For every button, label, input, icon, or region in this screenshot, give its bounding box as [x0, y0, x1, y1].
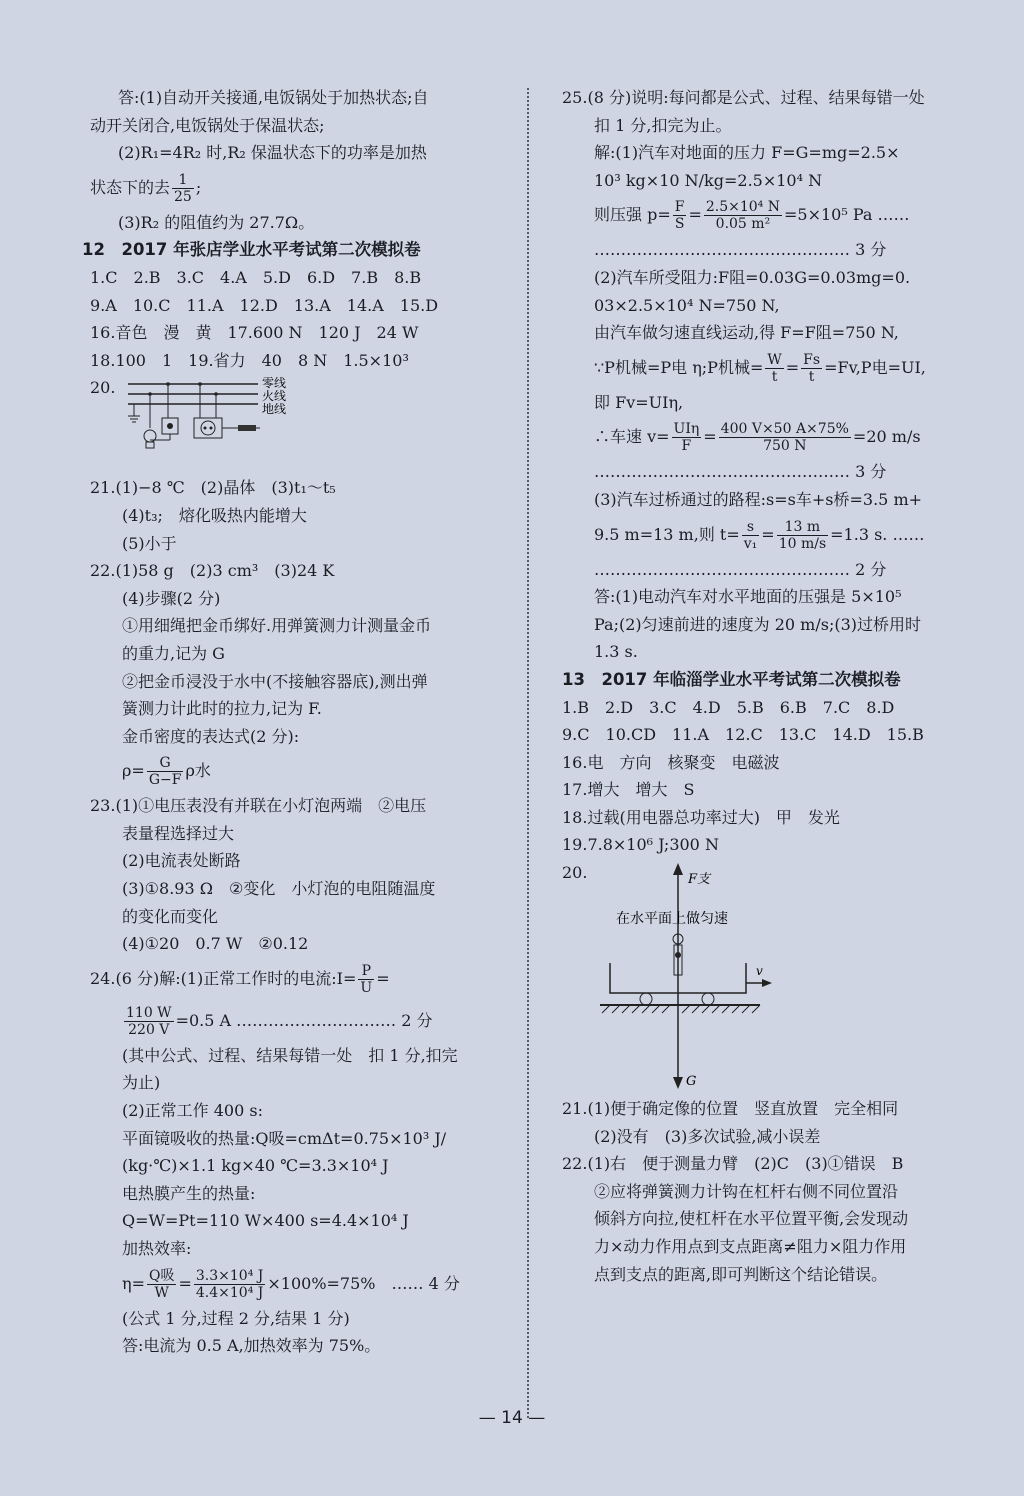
circuit-diagram [120, 376, 300, 468]
denominator: t [808, 368, 815, 385]
figure-caption: 在水平面上做匀速 [616, 911, 728, 928]
fraction [358, 963, 374, 996]
text-line: (kg·℃)×1.1 kg×40 ℃=3.3×10⁴ J [122, 1156, 389, 1176]
question-number: 20. [90, 378, 116, 398]
text-span: ∴车速 v= [594, 427, 670, 447]
fraction [742, 519, 760, 552]
denominator: S [674, 216, 685, 233]
text-line: 金币密度的表达式(2 分): [122, 726, 300, 746]
score-line: ………………………………………… 3 分 [594, 240, 887, 260]
numerator: G [147, 755, 184, 772]
text-line: 答:(1)电动汽车对水平地面的压强是 5×10⁵ [594, 587, 902, 607]
fraction [777, 519, 828, 552]
text-line: (2)正常工作 400 s: [122, 1101, 263, 1121]
text-line: ②把金币浸没于水中(不接触容器底),测出弹 [122, 671, 428, 691]
text-span: = [178, 1273, 192, 1293]
answer-row: 17.增大 增大 S [562, 780, 695, 800]
text-line: (2)没有 (3)多次试验,减小误差 [594, 1126, 821, 1146]
text-line: (3)R₂ 的阻值约为 27.7Ω。 [118, 212, 315, 232]
text-span: = [688, 205, 702, 225]
answer-row: 19.7.8×10⁶ J;300 N [562, 835, 719, 855]
text-span: ; [195, 177, 202, 197]
text-line: 表量程选择过大 [122, 823, 235, 843]
text-span: = [376, 968, 390, 988]
text-line: 扣 1 分,扣完为止。 [594, 115, 732, 135]
support-force-arrow [673, 863, 683, 875]
velocity-label: v [756, 964, 763, 979]
score-line: ………………………………………… 3 分 [594, 462, 887, 482]
force-diagram [596, 859, 816, 1089]
score-line: ………………………………………… 2 分 [594, 559, 887, 579]
section-heading-13: 13 2017 年临淄学业水平考试第二次模拟卷 [562, 669, 901, 689]
fraction [672, 421, 702, 454]
numerator: 13 m [777, 519, 828, 536]
text-line: 平面镜吸收的热量:Q吸=cmΔt=0.75×10³ J/ [122, 1128, 447, 1148]
text-line: 倾斜方向拉,使杠杆在水平位置平衡,会发现动 [594, 1209, 909, 1229]
answer-row: 1.B 2.D 3.C 4.D 5.B 6.B 7.C 8.D [562, 697, 895, 717]
answer-row: 18.100 1 19.省力 40 8 N 1.5×10³ [90, 350, 409, 370]
text-line: 解:(1)汽车对地面的压力 F=G=mg=2.5× [594, 143, 900, 163]
text-span: =5×10⁵ Pa …… [784, 205, 910, 225]
fraction [194, 1268, 265, 1301]
text-span: 状态下的去 [90, 177, 171, 197]
text-line: 的重力,记为 G [122, 643, 225, 663]
force-diagram-block [562, 859, 982, 1095]
junction-dot [148, 393, 152, 397]
text-line: 点到支点的距离,即可判断这个结论错误。 [594, 1264, 888, 1284]
answer-row: 22.(1)58 g (2)3 cm³ (3)24 K [90, 561, 335, 581]
formula-line [90, 750, 502, 792]
velocity-arrow [762, 979, 772, 987]
answer-row: 22.(1)右 便于测量力臂 (2)C (3)①错误 B [562, 1154, 904, 1174]
text-line: 为止) [122, 1073, 161, 1093]
denominator: 750 N [763, 438, 807, 455]
text-line: (4)步骤(2 分) [122, 588, 221, 608]
text-line: 答:(1)自动开关接通,电饭锅处于加热状态;自 [118, 88, 429, 107]
denominator: t [771, 368, 778, 385]
text-line: Q=W=Pt=110 W×400 s=4.4×10⁴ J [122, 1211, 409, 1231]
text-line: 答:电流为 0.5 A,加热效率为 75%。 [122, 1336, 381, 1356]
lamp-base [146, 442, 154, 448]
formula-line [562, 416, 982, 458]
right-column [562, 84, 982, 1288]
denominator: 10 m/s [778, 535, 827, 552]
text-line: (其中公式、过程、结果每错一处 扣 1 分,扣完 [122, 1045, 458, 1065]
support-force-label: F支 [688, 872, 711, 888]
text-line: (4)①20 0.7 W ②0.12 [122, 934, 309, 954]
text-line: 10³ kg×10 N/kg=2.5×10⁴ N [594, 170, 823, 190]
answer-row: 9.C 10.CD 11.A 12.C 13.C 14.D 15.B [562, 725, 924, 745]
text-span: = [785, 357, 800, 377]
text-line: ①用细绳把金币绑好.用弹簧测力计测量金币 [122, 616, 432, 636]
denominator: 4.4×10⁴ J [195, 1284, 264, 1301]
gravity-arrow [673, 1077, 683, 1089]
answer-row: 18.过载(用电器总功率过大) 甲 发光 [562, 807, 840, 827]
text-span: =0.5 A ………………………… 2 分 [175, 1010, 433, 1030]
text-line: 加热效率: [122, 1239, 192, 1258]
answer-row: 1.C 2.B 3.C 4.A 5.D 6.D 7.B 8.B [90, 267, 422, 287]
text-line: (3)①8.93 Ω ②变化 小灯泡的电阻随温度 [122, 879, 436, 899]
socket-face [201, 421, 215, 435]
numerator: Q吸 [149, 1267, 175, 1284]
center-of-gravity [675, 952, 681, 958]
text-line: 的变化而变化 [122, 906, 219, 926]
ground-hatching [602, 1005, 760, 1013]
ground-label: 地线 [262, 402, 287, 417]
formula-line [90, 167, 502, 209]
junction-dot [166, 383, 170, 387]
fraction [719, 421, 851, 454]
formula-line [90, 1000, 502, 1042]
fraction [172, 172, 194, 205]
denominator: U [360, 979, 373, 996]
text-span: = [703, 427, 717, 447]
column-divider [527, 88, 529, 1418]
text-line: Pa;(2)匀速前进的速度为 20 m/s;(3)过桥用时 [594, 614, 922, 634]
answer-row: 25.(8 分)说明:每问都是公式、过程、结果每错一处 [562, 88, 925, 107]
socket-hole [204, 427, 207, 430]
question-number: 20. [562, 863, 588, 883]
denominator: 220 V [128, 1021, 170, 1038]
text-line: ②应将弹簧测力计钩在杠杆右侧不同位置沿 [594, 1181, 899, 1201]
text-line: 03×2.5×10⁴ N=750 N, [594, 295, 780, 315]
fraction [147, 1268, 176, 1301]
numerator: 3.3×10⁴ J [195, 1267, 264, 1284]
text-line: 簧测力计此时的拉力,记为 F. [122, 699, 322, 719]
answer-row: 23.(1)①电压表没有并联在小灯泡两端 ②电压 [90, 796, 427, 816]
numerator: 1 [172, 172, 194, 189]
text-span: ρ= [122, 761, 145, 781]
fraction [673, 199, 687, 232]
numerator: W [767, 351, 782, 368]
formula-line [562, 514, 982, 556]
text-span: =Fv,P电=UI, [824, 357, 926, 377]
numerator: 110 W [126, 1004, 172, 1021]
junction-dot [214, 393, 218, 397]
text-line: (2)汽车所受阻力:F阻=0.03G=0.03mg=0. [594, 267, 911, 287]
denominator: W [154, 1284, 169, 1301]
socket-hole [210, 427, 213, 430]
numerator: UIη [673, 421, 700, 438]
numerator: P [358, 963, 374, 980]
text-span: ρ水 [185, 761, 211, 781]
formula-line [562, 347, 982, 389]
text-line: (2)R₁=4R₂ 时,R₂ 保温状态下的功率是加热 [118, 143, 427, 163]
section-heading-12: 12 2017 年张店学业水平考试第二次模拟卷 [82, 240, 421, 260]
text-line: 1.3 s. [594, 642, 638, 662]
formula-line [562, 194, 982, 236]
text-span: 24.(6 分)解:(1)正常工作时的电流:I= [90, 968, 357, 988]
text-span: = [761, 524, 775, 544]
answer-row: 16.电 方向 核聚变 电磁波 [562, 752, 780, 772]
text-line: (5)小于 [122, 533, 177, 553]
fraction [704, 199, 782, 232]
switch-dot [167, 423, 173, 429]
denominator: 0.05 m² [715, 216, 771, 233]
gravity-label: G [686, 1074, 697, 1090]
numerator: 2.5×10⁴ N [705, 199, 780, 216]
denominator: v₁ [743, 535, 758, 552]
fraction [147, 755, 184, 788]
live-label: 火线 [262, 389, 287, 404]
text-span: 9.5 m=13 m,则 t= [594, 524, 740, 544]
fuse [238, 425, 256, 431]
page-number: — 14 — [478, 1408, 546, 1428]
denominator: G−F [148, 772, 182, 789]
denominator: 25 [174, 188, 192, 205]
text-span: ×100%=75% …… 4 分 [267, 1273, 460, 1293]
text-line: 力×动力作用点到支点距离≠阻力×阻力作用 [594, 1237, 907, 1257]
neutral-label: 零线 [262, 376, 287, 391]
text-line: (4)t₃; 熔化吸热内能增大 [122, 505, 307, 525]
formula-line [90, 1263, 502, 1305]
text-span: 则压强 p= [594, 205, 671, 225]
formula-line [90, 958, 502, 1000]
numerator: 400 V×50 A×75% [720, 421, 849, 438]
cart-wheel [702, 993, 714, 1005]
denominator: F [681, 438, 692, 455]
text-span: =1.3 s. …… [830, 524, 925, 544]
text-line: 由汽车做匀速直线运动,得 F=F阻=750 N, [594, 323, 899, 343]
fraction [124, 1005, 174, 1038]
text-line: (公式 1 分,过程 2 分,结果 1 分) [122, 1308, 350, 1328]
answer-row: 21.(1)−8 ℃ (2)晶体 (3)t₁～t₅ [90, 478, 336, 498]
circuit-block [90, 374, 502, 474]
text-line: (3)汽车过桥通过的路程:s=s车+s桥=3.5 m+ [594, 489, 923, 509]
fraction [765, 352, 783, 385]
text-span: η= [122, 1273, 145, 1293]
answer-row: 9.A 10.C 11.A 12.D 13.A 14.A 15.D [90, 295, 439, 315]
numerator: Fs [803, 351, 821, 368]
numerator: F [674, 199, 685, 216]
text-span: ∵P机械=P电 η;P机械= [594, 357, 764, 377]
junction-dot [198, 383, 202, 387]
answer-row: 21.(1)便于确定像的位置 竖直放置 完全相同 [562, 1099, 899, 1119]
cart-wheel [640, 993, 652, 1005]
text-line: 即 Fv=UIη, [594, 392, 684, 412]
text-span: =20 m/s [852, 427, 921, 447]
left-column [82, 84, 502, 1360]
answer-row: 16.音色 漫 黄 17.600 N 120 J 24 W [90, 323, 419, 343]
text-line: 动开关闭合,电饭锅处于保温状态; [90, 115, 325, 135]
text-line: (2)电流表处断路 [122, 851, 241, 871]
numerator: s [742, 519, 760, 536]
fraction [801, 352, 822, 385]
text-line: 电热膜产生的热量: [122, 1183, 256, 1203]
